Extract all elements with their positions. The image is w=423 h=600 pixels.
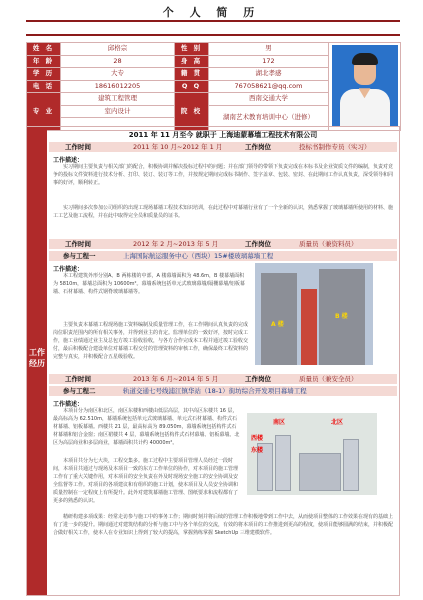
desc-para-1: 实习期间主要负责与相关部门的配合，积极协调并解决投标过程中的问题；并在部门领导的带领下负责完成在本标书及企业资质文件的编制，负责对竞争的投标文件资料进行技术分析、打印、装订、装订等工作，并按规定期间完成标书制作、签字盖章、包装、密封、在此期间工作认真负责，深受领导和同事的好评，顺利转正。 xyxy=(53,164,394,186)
work-side-label: 工作经历 xyxy=(29,348,45,368)
job-bar-2 xyxy=(49,239,397,249)
job-bar-3 xyxy=(49,374,397,384)
pos-value-1: 投标书制作专员（实习） xyxy=(299,143,371,151)
desc-para-2b: 主要负责本幕墙工程现场施工资料编制及质量管理工作，在工作期间认真负责的完成岗位职责范围内的所有相关事务，并得到业主的肯定。监理单位的一致好评，按时完成工作，施工业绩通过业主及总包方竣工验收验收，与各方合作完成本工程并通过竣工验收交付，最后积极配合建设单位对幕墙工程交付的管理资料的审核工作，确保最终工程资料的完整与真实，并积极配合五星级验收。 xyxy=(53,322,249,360)
pos-label-3: 工作岗位 xyxy=(245,375,271,383)
profile-photo xyxy=(332,45,398,127)
time-label-3: 工作时间 xyxy=(65,375,91,383)
info-row-name xyxy=(27,43,401,56)
desc-label-3: 工作描述： xyxy=(53,401,84,408)
name-value: 邱格宗 xyxy=(61,43,175,56)
age-label: 年 龄 xyxy=(27,55,61,68)
project-bar-2 xyxy=(49,386,397,396)
pos-label-2: 工作岗位 xyxy=(245,240,271,248)
hometown-value: 湖北孝感 xyxy=(209,68,329,81)
height-value: 172 xyxy=(209,55,329,68)
desc-para-3: 本项目分为南区和北区，南区东楼和西楼由低层高层，其中高区东楼共 16 层，最高标高为 62.510m，幕墙系统包括单元式玻璃幕墙、单元式石材幕墙、构件式石材幕墙、铝板幕墙。西楼共 21 层，最高标高为 89.050m，幕墙系统包括构件式石材幕墙和铝合金窗；南区裙楼共 4 层，幕墙系统包括构件式石材幕墙、铝板幕墙。北区为高层商业和多层商业，幕墙面积共计约 40000m²。 xyxy=(53,408,240,446)
gender-value: 男 xyxy=(209,43,329,56)
desc-label-2: 工作描述： xyxy=(53,266,84,273)
school-value-1: 西南交通大学 xyxy=(209,93,329,106)
major-value-1: 建筑工程管理 xyxy=(61,93,175,106)
time-value-2: 2012 年 2 月~2013 年 5 月 xyxy=(133,240,219,248)
render-label-east: 东楼 xyxy=(251,447,264,454)
school-value-2: 湖南艺术教育培训中心（进修） xyxy=(209,105,329,130)
project-value-2: 轨道交通七号线浦江镇华站（18-1）街坊综合开发项目幕墙工程 xyxy=(123,387,307,395)
render-label-north: 北区 xyxy=(331,419,344,426)
time-label-1: 工作时间 xyxy=(65,143,91,151)
project-label-1: 参与工程一 xyxy=(63,252,96,260)
time-value-3: 2013 年 6 月~2014 年 5 月 xyxy=(133,375,219,383)
job-bar-1 xyxy=(49,142,397,152)
work-main xyxy=(47,127,399,595)
desc-para-3b: 本项目共分为七大块，工程交集多。施工过程中主要项目管理人员经过一段时间，本项目共通过与现场及本项目一致的东方工作单位的协作，对本项目的施工管理工作有了重大关键作用，对本项目的安全负责在外及时现场安全施工的安全协调及安全监督等工作。对项目的各项建议和有组织的施工计划，使本项目及人员安全协调和质量控制在一定程度上有所提升。此外对建筑幕墙施工管理、图纸要求和流程都有了更多的熟悉的认识。 xyxy=(53,458,239,504)
resume-title: 个 人 简 历 xyxy=(162,6,261,19)
age-value: 28 xyxy=(61,55,175,68)
render-label-south: 南区 xyxy=(273,419,286,426)
phone-label: 电 话 xyxy=(27,80,61,93)
work-side-band xyxy=(27,127,47,595)
gender-label: 性 别 xyxy=(175,43,209,56)
school-label: 院 校 xyxy=(175,93,209,131)
work-experience-section xyxy=(26,126,400,596)
project-value-1: 上海国际航运服务中心（西块）15#楼玻璃幕墙工程 xyxy=(123,252,274,260)
render-label-west: 西楼 xyxy=(251,435,264,442)
title-rule-top xyxy=(26,20,400,22)
qq-label: Q Q xyxy=(175,80,209,93)
major-label: 专 业 xyxy=(27,93,61,131)
qq-value: 767058621@qq.com xyxy=(209,80,329,93)
phone-value: 18616012205 xyxy=(61,80,175,93)
pos-label-1: 工作岗位 xyxy=(245,143,271,151)
desc-para-3c: 精研构建多项成果：经常走访参与施工中的事务工作；期间时刻并将后续的管理工作积极地带到工作中去，从而使项目整体的工作效果在现有的基础上有了进一步的提升。期间通过对建筑结构的分析与施工中与各个单位的交流，有效的将本项目的工作推进到更高的程度，使项目能够圆满的结束，并积极配合做好相关工作，使本人在专业知识上得到了较大的提高，掌握熟练掌握 SketchUp 三维建模软件。 xyxy=(53,514,393,536)
building-render-2 xyxy=(247,413,377,495)
building-photo-1 xyxy=(255,263,373,365)
desc-para-2: 本工程建筑外形分别A、B 两栋楼的中部，A 楼幕墙面积为 48.6m，B 楼幕墙面积为 5810m，幕墙总面积为 10600m²。幕墙系统包括单元式玻璃幕墙/隔栅幕墙/铝板幕墙、石材幕墙、构件式钢脊玻璃幕墙等。 xyxy=(53,273,245,295)
height-label: 身 高 xyxy=(175,55,209,68)
title-rule-bottom xyxy=(26,34,400,36)
name-label: 姓 名 xyxy=(27,43,61,56)
desc-para-1b: 实习期间多次参加公司组织的出现工现场幕墙工程技术知识培训，在此过程中对幕墙行业有了一个全新的认识，熟悉掌握了玻璃幕墙所使用的材料、施工工艺及施工流程，并在此中取得完全员和质量员的证书。 xyxy=(53,205,394,219)
project-bar-1 xyxy=(49,251,397,261)
desc-label-1: 工作描述： xyxy=(53,157,84,164)
pos-value-2: 质量员（兼资料员） xyxy=(299,240,358,248)
building-label-a: A 楼 xyxy=(271,321,284,328)
education-label: 学 历 xyxy=(27,68,61,81)
company-heading: 2011 年 11 月至今 就职于 上海迪蒙幕墙工程技术有限公司 xyxy=(128,131,318,139)
photo-cell xyxy=(329,43,401,131)
major-value-2: 室内设计 xyxy=(61,105,175,118)
building-label-b: B 楼 xyxy=(335,313,348,320)
time-value-1: 2011 年 10 月~2012 年 1 月 xyxy=(133,143,223,151)
personal-info-table xyxy=(26,42,401,131)
time-label-2: 工作时间 xyxy=(65,240,91,248)
hometown-label: 籍 贯 xyxy=(175,68,209,81)
education-value: 大专 xyxy=(61,68,175,81)
pos-value-3: 质量员（兼安全员） xyxy=(299,375,358,383)
project-label-2: 参与工程二 xyxy=(63,387,96,395)
